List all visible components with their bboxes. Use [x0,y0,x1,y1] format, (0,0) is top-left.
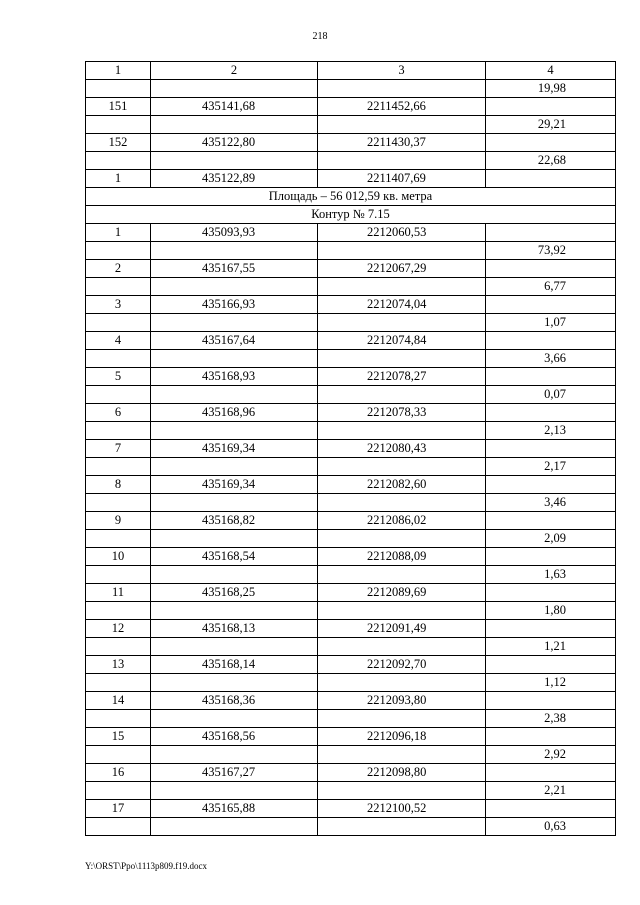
segment-length-empty [486,476,616,494]
point-number-empty [86,638,151,656]
segment-length: 6,77 [486,278,616,296]
coordinate-x-empty [151,710,318,728]
segment-length-empty [486,260,616,278]
segment-row [86,314,616,332]
segment-row [86,116,616,134]
point-number: 151 [86,98,151,116]
segment-length: 29,21 [486,116,616,134]
point-number-empty [86,116,151,134]
segment-row [86,566,616,584]
coordinate-y-empty [318,746,486,764]
segment-length: 1,12 [486,674,616,692]
coordinate-y-empty [318,638,486,656]
point-number: 3 [86,296,151,314]
coordinate-x: 435168,25 [151,584,318,602]
segment-length: 1,21 [486,638,616,656]
point-number-empty [86,278,151,296]
coordinate-x-empty [151,152,318,170]
coordinate-x: 435167,27 [151,764,318,782]
point-number: 13 [86,656,151,674]
segment-length-empty [486,98,616,116]
point-row [86,134,616,152]
segment-row [86,602,616,620]
coordinate-x: 435168,93 [151,368,318,386]
point-number: 11 [86,584,151,602]
column-header-3: 3 [318,62,486,80]
coordinate-x-empty [151,350,318,368]
segment-row [86,80,616,98]
point-number: 8 [86,476,151,494]
segment-length-empty [486,224,616,242]
section-row [86,188,616,206]
coordinate-x: 435169,34 [151,440,318,458]
coordinate-y-empty [318,80,486,98]
point-number: 10 [86,548,151,566]
point-number-empty [86,80,151,98]
coordinate-y-empty [318,278,486,296]
coordinate-x: 435168,82 [151,512,318,530]
segment-length: 1,07 [486,314,616,332]
segment-length-empty [486,728,616,746]
point-number: 7 [86,440,151,458]
segment-row [86,674,616,692]
coordinate-y: 2212060,53 [318,224,486,242]
segment-row [86,638,616,656]
point-number: 152 [86,134,151,152]
section-label: Площадь – 56 012,59 кв. метра [86,188,616,206]
segment-length-empty [486,368,616,386]
point-number-empty [86,458,151,476]
coordinate-y: 2211407,69 [318,170,486,188]
coordinate-y: 2212080,43 [318,440,486,458]
column-header-2: 2 [151,62,318,80]
segment-length-empty [486,404,616,422]
point-number: 17 [86,800,151,818]
coordinate-x-empty [151,116,318,134]
point-row [86,764,616,782]
point-number: 2 [86,260,151,278]
segment-row [86,422,616,440]
footer-file-path: Y:\ORST\Ppo\1113p809.f19.docx [85,861,208,871]
point-number: 1 [86,170,151,188]
point-row [86,656,616,674]
segment-length: 2,21 [486,782,616,800]
point-row [86,296,616,314]
coordinate-x-empty [151,314,318,332]
segment-length-empty [486,764,616,782]
coordinate-y-empty [318,386,486,404]
coordinate-x: 435093,93 [151,224,318,242]
coordinate-y-empty [318,116,486,134]
coordinate-y-empty [318,674,486,692]
point-row [86,584,616,602]
coordinate-y-empty [318,152,486,170]
segment-length: 19,98 [486,80,616,98]
table-body [86,80,616,836]
point-row [86,170,616,188]
segment-length: 2,13 [486,422,616,440]
coordinate-x-empty [151,566,318,584]
segment-length: 22,68 [486,152,616,170]
point-number: 12 [86,620,151,638]
column-header-1: 1 [86,62,151,80]
coordinate-y-empty [318,782,486,800]
coordinate-x: 435168,54 [151,548,318,566]
segment-row [86,242,616,260]
point-number: 15 [86,728,151,746]
segment-length: 2,09 [486,530,616,548]
section-label: Контур № 7.15 [86,206,616,224]
segment-length: 2,38 [486,710,616,728]
coordinate-y: 2212091,49 [318,620,486,638]
coordinate-x-empty [151,278,318,296]
point-number-empty [86,782,151,800]
point-number-empty [86,152,151,170]
segment-length-empty [486,692,616,710]
coordinate-x: 435169,34 [151,476,318,494]
coordinate-y: 2212098,80 [318,764,486,782]
point-number-empty [86,602,151,620]
segment-row [86,350,616,368]
segment-row [86,278,616,296]
coordinate-y: 2211430,37 [318,134,486,152]
coordinate-y-empty [318,494,486,512]
segment-length-empty [486,584,616,602]
point-row [86,98,616,116]
segment-length: 2,92 [486,746,616,764]
segment-row [86,494,616,512]
point-row [86,260,616,278]
coordinate-y: 2212089,69 [318,584,486,602]
coordinate-x-empty [151,422,318,440]
point-number: 4 [86,332,151,350]
point-row [86,728,616,746]
coordinate-y: 2212093,80 [318,692,486,710]
coordinate-y-empty [318,710,486,728]
segment-row [86,458,616,476]
segment-length-empty [486,332,616,350]
coordinates-table [85,61,616,836]
coordinate-x-empty [151,458,318,476]
point-number-empty [86,746,151,764]
point-row [86,224,616,242]
coordinate-y-empty [318,422,486,440]
segment-length: 3,66 [486,350,616,368]
segment-length: 1,80 [486,602,616,620]
point-number-empty [86,242,151,260]
coordinate-x-empty [151,674,318,692]
coordinate-y: 2212067,29 [318,260,486,278]
segment-length-empty [486,512,616,530]
coordinate-y-empty [318,818,486,836]
point-number-empty [86,494,151,512]
point-number: 9 [86,512,151,530]
coordinate-x-empty [151,494,318,512]
segment-row [86,386,616,404]
point-number-empty [86,530,151,548]
point-row [86,476,616,494]
coordinate-y-empty [318,242,486,260]
segment-length: 0,07 [486,386,616,404]
point-row [86,692,616,710]
coordinate-y-empty [318,350,486,368]
segment-row [86,152,616,170]
coordinate-x: 435167,64 [151,332,318,350]
coordinate-x-empty [151,602,318,620]
coordinate-x: 435168,14 [151,656,318,674]
coordinate-y: 2212074,04 [318,296,486,314]
point-number-empty [86,422,151,440]
point-row [86,800,616,818]
coordinate-y: 2212086,02 [318,512,486,530]
segment-row [86,782,616,800]
point-row [86,332,616,350]
coordinate-y: 2212078,27 [318,368,486,386]
segment-length-empty [486,620,616,638]
point-number-empty [86,386,151,404]
segment-length-empty [486,170,616,188]
coordinate-x-empty [151,242,318,260]
point-number: 14 [86,692,151,710]
coordinate-x: 435141,68 [151,98,318,116]
point-number-empty [86,566,151,584]
coordinate-y-empty [318,602,486,620]
coordinate-y: 2212082,60 [318,476,486,494]
point-number: 16 [86,764,151,782]
coordinate-y: 2212088,09 [318,548,486,566]
section-row [86,206,616,224]
coordinate-y: 2211452,66 [318,98,486,116]
coordinate-y-empty [318,458,486,476]
point-number: 5 [86,368,151,386]
point-number: 6 [86,404,151,422]
coordinate-y-empty [318,314,486,332]
coordinate-x: 435122,80 [151,134,318,152]
coordinate-y-empty [318,566,486,584]
column-header-4: 4 [486,62,616,80]
point-number-empty [86,710,151,728]
segment-length: 2,17 [486,458,616,476]
segment-row [86,818,616,836]
segment-row [86,530,616,548]
coordinate-x: 435165,88 [151,800,318,818]
point-number-empty [86,674,151,692]
coordinate-y: 2212078,33 [318,404,486,422]
point-number-empty [86,818,151,836]
coordinate-x: 435168,96 [151,404,318,422]
table-header-row [86,62,616,80]
coordinate-x: 435122,89 [151,170,318,188]
page-number: 218 [312,31,328,42]
coordinate-y: 2212096,18 [318,728,486,746]
coordinate-y-empty [318,530,486,548]
point-number: 1 [86,224,151,242]
coordinate-x: 435168,36 [151,692,318,710]
segment-length-empty [486,548,616,566]
point-row [86,368,616,386]
coordinate-y: 2212100,52 [318,800,486,818]
coordinate-x-empty [151,782,318,800]
point-number-empty [86,314,151,332]
point-row [86,404,616,422]
segment-length: 0,63 [486,818,616,836]
coordinate-x: 435167,55 [151,260,318,278]
coordinate-x-empty [151,386,318,404]
point-number-empty [86,350,151,368]
coordinate-x-empty [151,746,318,764]
segment-row [86,710,616,728]
segment-length-empty [486,656,616,674]
segment-length: 1,63 [486,566,616,584]
point-row [86,548,616,566]
coordinate-x-empty [151,818,318,836]
point-row [86,512,616,530]
segment-length: 73,92 [486,242,616,260]
coordinate-x: 435168,56 [151,728,318,746]
point-row [86,440,616,458]
coordinate-x: 435166,93 [151,296,318,314]
coordinate-x-empty [151,638,318,656]
segment-length-empty [486,134,616,152]
segment-length-empty [486,800,616,818]
coordinate-x-empty [151,80,318,98]
segment-row [86,746,616,764]
coordinate-y: 2212092,70 [318,656,486,674]
coordinate-x-empty [151,530,318,548]
segment-length-empty [486,440,616,458]
segment-length: 3,46 [486,494,616,512]
coordinate-y: 2212074,84 [318,332,486,350]
point-row [86,620,616,638]
coordinate-x: 435168,13 [151,620,318,638]
segment-length-empty [486,296,616,314]
